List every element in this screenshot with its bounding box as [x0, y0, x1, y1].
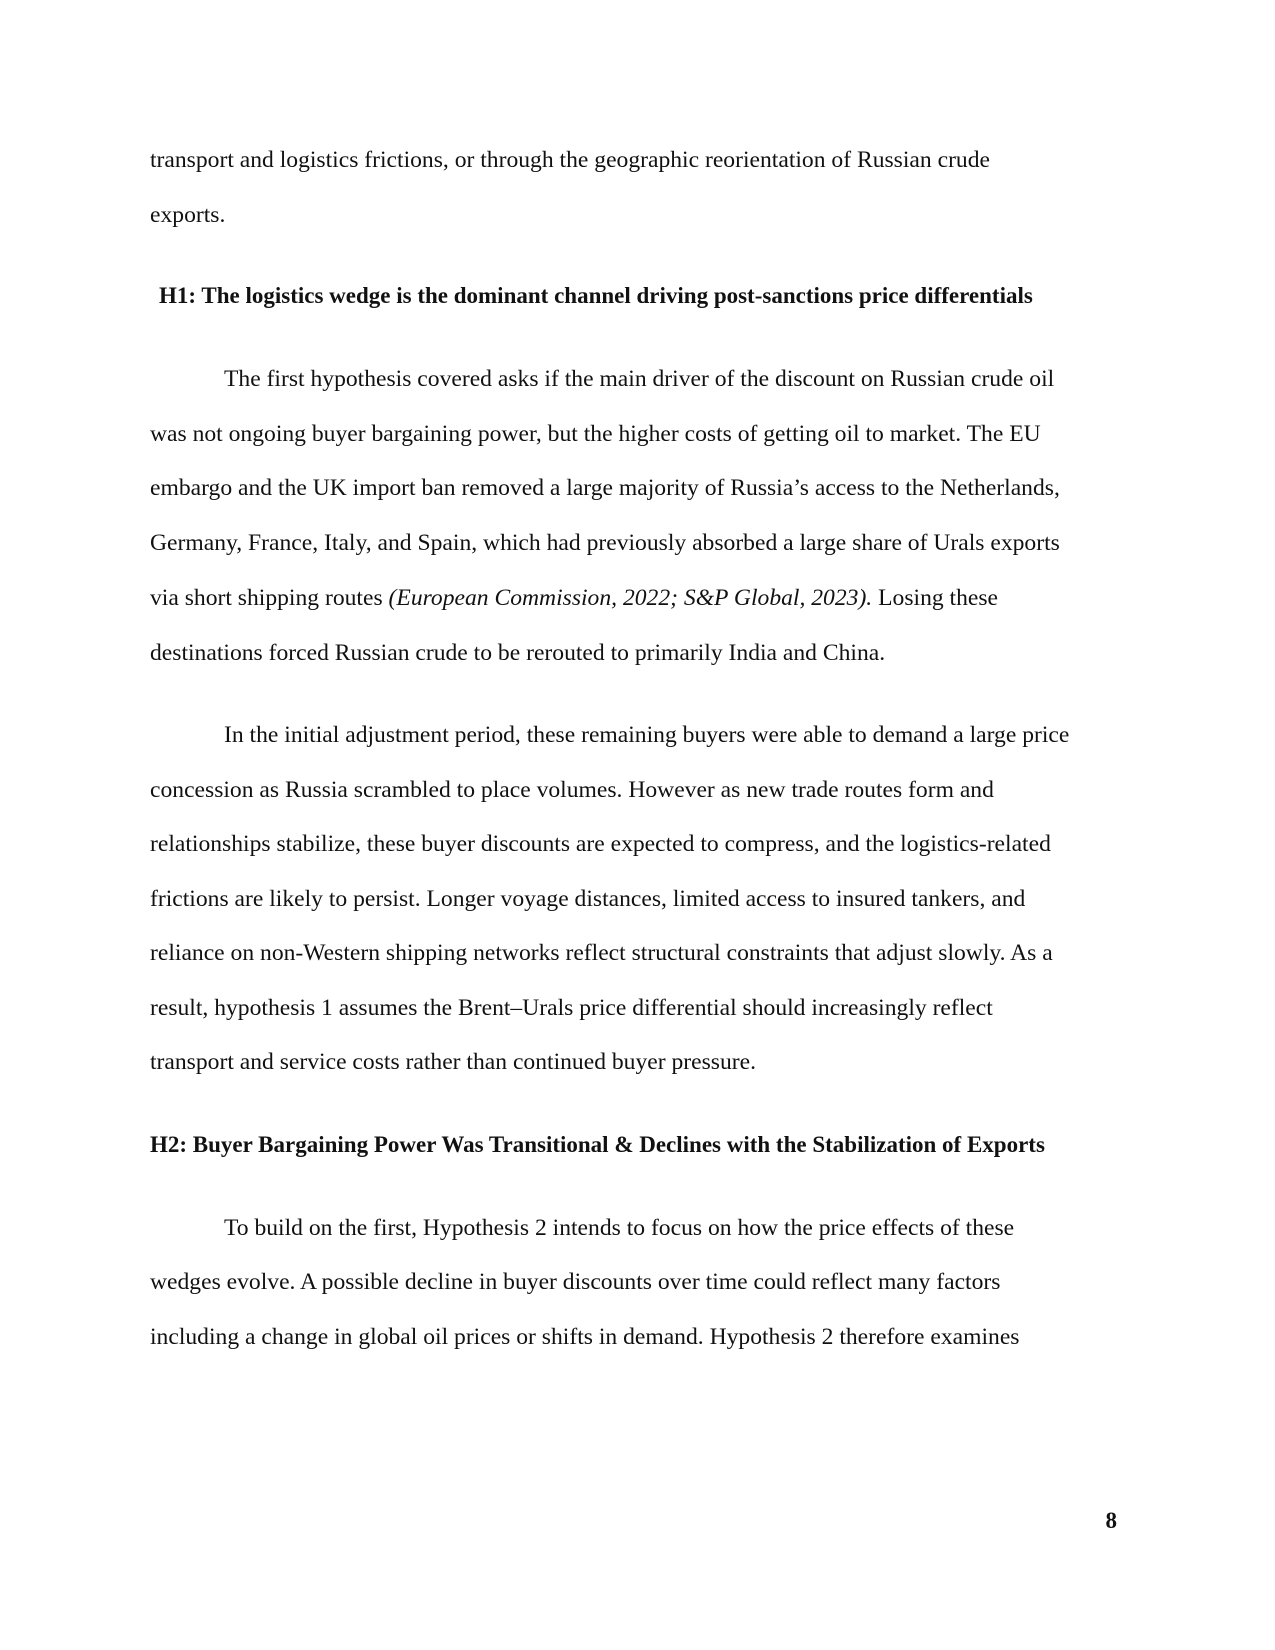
- h2-paragraph-line-2: wedges evolve. A possible decline in buyer discounts over time could reflect many factors: [150, 1269, 1001, 1295]
- h1-heading: H1: The logistics wedge is the dominant channel driving post-sanctions price differentials: [159, 283, 1033, 308]
- h2-heading: H2: Buyer Bargaining Power Was Transitional & Declines with the Stabilization of Exports: [150, 1132, 1045, 1157]
- page-number: 8: [1105, 1508, 1117, 1533]
- h1-paragraph2-line-3: relationships stabilize, these buyer discounts are expected to compress, and the logistics-related: [150, 831, 1051, 857]
- intro-line-2: exports.: [150, 202, 226, 228]
- h1-paragraph2-line-2: concession as Russia scrambled to place volumes. However as new trade routes form and: [150, 777, 994, 803]
- h2-paragraph-line-3: including a change in global oil prices or shifts in demand. Hypothesis 2 therefore examines: [150, 1324, 1020, 1350]
- citation: (European Commission, 2022; S&P Global, 2023).: [388, 585, 873, 611]
- h1-paragraph-line-1: The first hypothesis covered asks if the main driver of the discount on Russian crude oil: [224, 366, 1055, 392]
- h1-paragraph-line-3: embargo and the UK import ban removed a large majority of Russia’s access to the Netherlands,: [150, 475, 1060, 501]
- h1-paragraph-line-4: Germany, France, Italy, and Spain, which had previously absorbed a large share of Urals exports: [150, 530, 1060, 556]
- h1-paragraph2-line-7: transport and service costs rather than continued buyer pressure.: [150, 1049, 757, 1075]
- h2-paragraph-line-1: To build on the first, Hypothesis 2 intends to focus on how the price effects of these: [224, 1215, 1015, 1241]
- h1-paragraph2-line-1: In the initial adjustment period, these remaining buyers were able to demand a large price: [224, 722, 1070, 748]
- line-text-after-citation: Losing these: [872, 585, 999, 611]
- line-text-before-citation: via short shipping routes: [150, 585, 389, 611]
- h1-paragraph-line-2: was not ongoing buyer bargaining power, but the higher costs of getting oil to market. The EU: [150, 421, 1041, 447]
- h1-paragraph-line-5: [150, 583, 998, 613]
- intro-line-1: transport and logistics frictions, or through the geographic reorientation of Russian crude: [150, 147, 990, 173]
- h1-paragraph2-line-5: reliance on non-Western shipping networks reflect structural constraints that adjust slowly. As a: [150, 940, 1053, 966]
- h1-paragraph-line-6: destinations forced Russian crude to be rerouted to primarily India and China.: [150, 640, 886, 666]
- h1-paragraph2-line-4: frictions are likely to persist. Longer voyage distances, limited access to insured tankers, and: [150, 886, 1026, 912]
- h1-paragraph2-line-6: result, hypothesis 1 assumes the Brent–Urals price differential should increasingly reflect: [150, 995, 993, 1021]
